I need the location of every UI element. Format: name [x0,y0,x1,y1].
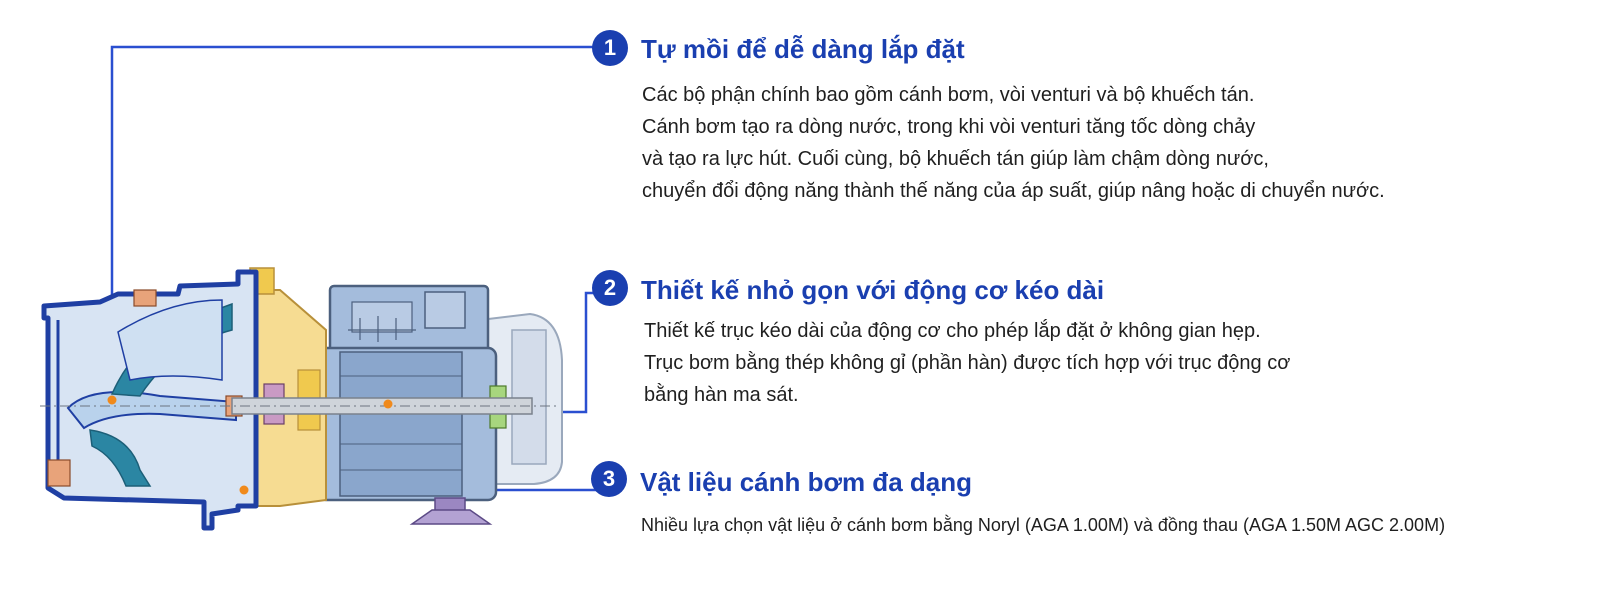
feature-3-title: Vật liệu cánh bơm đa dạng [640,467,972,497]
feature-2-title: Thiết kế nhỏ gọn với động cơ kéo dài [641,275,1105,305]
feature-2-number-badge: 2 [592,270,628,306]
feature-2-line-2: Trục bơm bằng thép không gỉ (phần hàn) được tích hợp với trục động cơ [644,352,1291,374]
feature-3-line-1: Nhiều lựa chọn vật liệu ở cánh bơm bằng Noryl (AGA 1.00M) và đồng thau (AGA 1.50M AGC 2.00M) [641,515,1446,535]
motor-foot [412,498,490,524]
feature-2-line-3: bằng hàn ma sát. [644,384,799,406]
feature-2-line-1: Thiết kế trục kéo dài của động cơ cho phép lắp đặt ở không gian hẹp. [644,320,1261,342]
feature-1-line-3: và tạo ra lực hút. Cuối cùng, bộ khuếch tán giúp làm chậm dòng nước, [642,148,1269,170]
feature-2-description [644,315,1290,411]
callout-dot-2 [384,400,393,409]
feature-1-line-1: Các bộ phận chính bao gồm cánh bơm, vòi venturi và bộ khuếch tán. [642,84,1255,106]
motor [300,286,506,500]
feature-1-title: Tự mồi để dễ dàng lắp đặt [641,34,965,64]
feature-1-line-2: Cánh bơm tạo ra dòng nước, trong khi vòi venturi tăng tốc dòng chảy [642,116,1256,138]
feature-1-line-4: chuyển đổi động năng thành thế năng của áp suất, giúp nâng hoặc di chuyển nước. [642,180,1385,202]
callout-dot-1 [108,396,117,405]
feature-1-number-badge: 1 [592,30,628,66]
leader-line-1 [112,47,604,305]
feature-3-description [641,509,1445,541]
feature-1-description [642,79,1385,207]
feature-3-number-badge: 3 [591,461,627,497]
callout-dot-3 [240,486,249,495]
seal-adapter [250,268,326,506]
